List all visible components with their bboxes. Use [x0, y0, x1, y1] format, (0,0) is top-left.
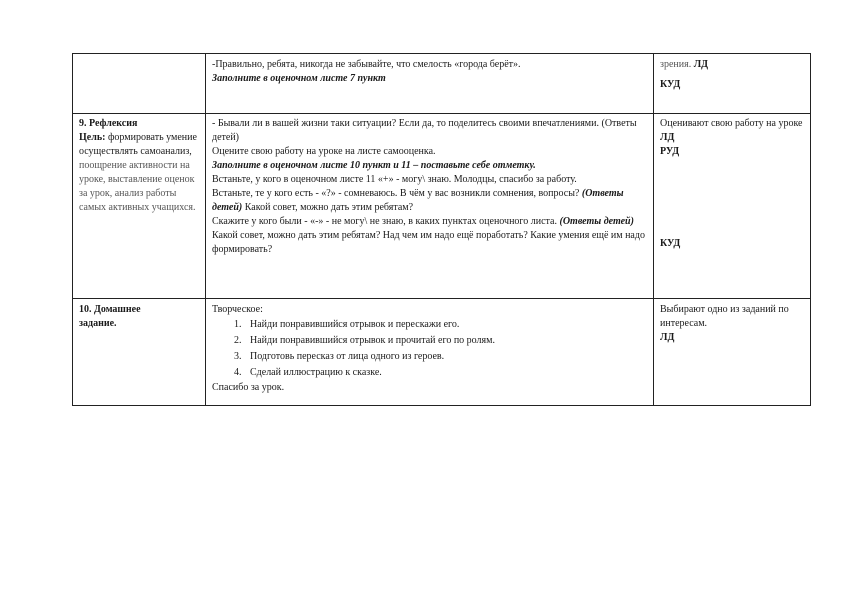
- list-item: 1. Найди понравившийся отрывок и перескажи его.: [244, 317, 648, 333]
- uud-label: ЛД: [660, 132, 675, 143]
- table-row: [73, 299, 811, 406]
- uud-label: КУД: [660, 238, 681, 249]
- content-paragraph: Оцените свою работу на уроке на листе самооценка.: [212, 146, 436, 157]
- uud-text: зрения.: [660, 59, 692, 70]
- instruction-text: Заполните в оценочном листе 10 пункт и 11 – поставьте себе отметку.: [212, 160, 536, 171]
- table-row: [73, 114, 811, 299]
- content-paragraph: Скажите у кого были - «-» - не могу\ не знаю, в каких пунктах оценочного листа. (Ответы детей) Какой совет, можно дать этим ребятам? Над чем им надо ещё поработать? Какие умения ещё им надо формировать?: [212, 216, 645, 255]
- task-list: [212, 317, 648, 381]
- list-item: 4. Сделай иллюстрацию к сказке.: [244, 365, 648, 381]
- uud-label: РУД: [660, 146, 680, 157]
- content-text: -Правильно, ребята, никогда не забывайте, что смелость «города берёт».: [212, 59, 521, 70]
- content-text: Творческое:: [212, 304, 263, 315]
- content-cell: [206, 114, 654, 299]
- uud-cell: [654, 54, 811, 114]
- goal-text-rest: поощрение активности на уроке, выставление оценок за урок, анализ работы самых активных учащихся.: [79, 160, 196, 213]
- uud-label: ЛД: [660, 332, 675, 343]
- list-item: 3. Подготовь пересказ от лица одного из героев.: [244, 349, 648, 365]
- content-text: Спасибо за урок.: [212, 382, 285, 393]
- list-item: 2. Найди понравившийся отрывок и прочитай его по ролям.: [244, 333, 648, 349]
- goal-label: Цель:: [79, 132, 106, 143]
- content-cell: [206, 299, 654, 406]
- content-paragraph: Встаньте, у кого в оценочном листе 11 «+» - могу\ знаю. Молодцы, спасибо за работу.: [212, 174, 577, 185]
- content-paragraph: - Бывали ли в вашей жизни таки ситуации? Если да, то поделитесь своими впечатлениями. (Ответы детей): [212, 118, 637, 143]
- instruction-text: Заполните в оценочном листе 7 пункт: [212, 73, 386, 84]
- stage-cell: [73, 114, 206, 299]
- table-row: [73, 54, 811, 114]
- stage-cell: [73, 54, 206, 114]
- stage-title: 9. Рефлексия: [79, 118, 138, 129]
- stage-cell: [73, 299, 206, 406]
- uud-label: ЛД: [693, 59, 709, 70]
- goal-text: формировать умение осуществлять самоанализ,: [79, 132, 197, 157]
- uud-label: КУД: [660, 79, 681, 90]
- uud-cell: [654, 299, 811, 406]
- lesson-plan-table: [72, 53, 811, 406]
- uud-text: Оценивают свою работу на уроке: [660, 118, 803, 129]
- stage-title: 10. Домашнее задание.: [79, 304, 141, 329]
- uud-cell: [654, 114, 811, 299]
- content-paragraph: Встаньте, те у кого есть - «?» - сомневаюсь. В чём у вас возникли сомнения, вопросы? (Ответы детей) Какой совет, можно дать этим ребятам?: [212, 188, 624, 213]
- content-cell: [206, 54, 654, 114]
- uud-text: Выбирают одно из заданий по интересам.: [660, 304, 789, 329]
